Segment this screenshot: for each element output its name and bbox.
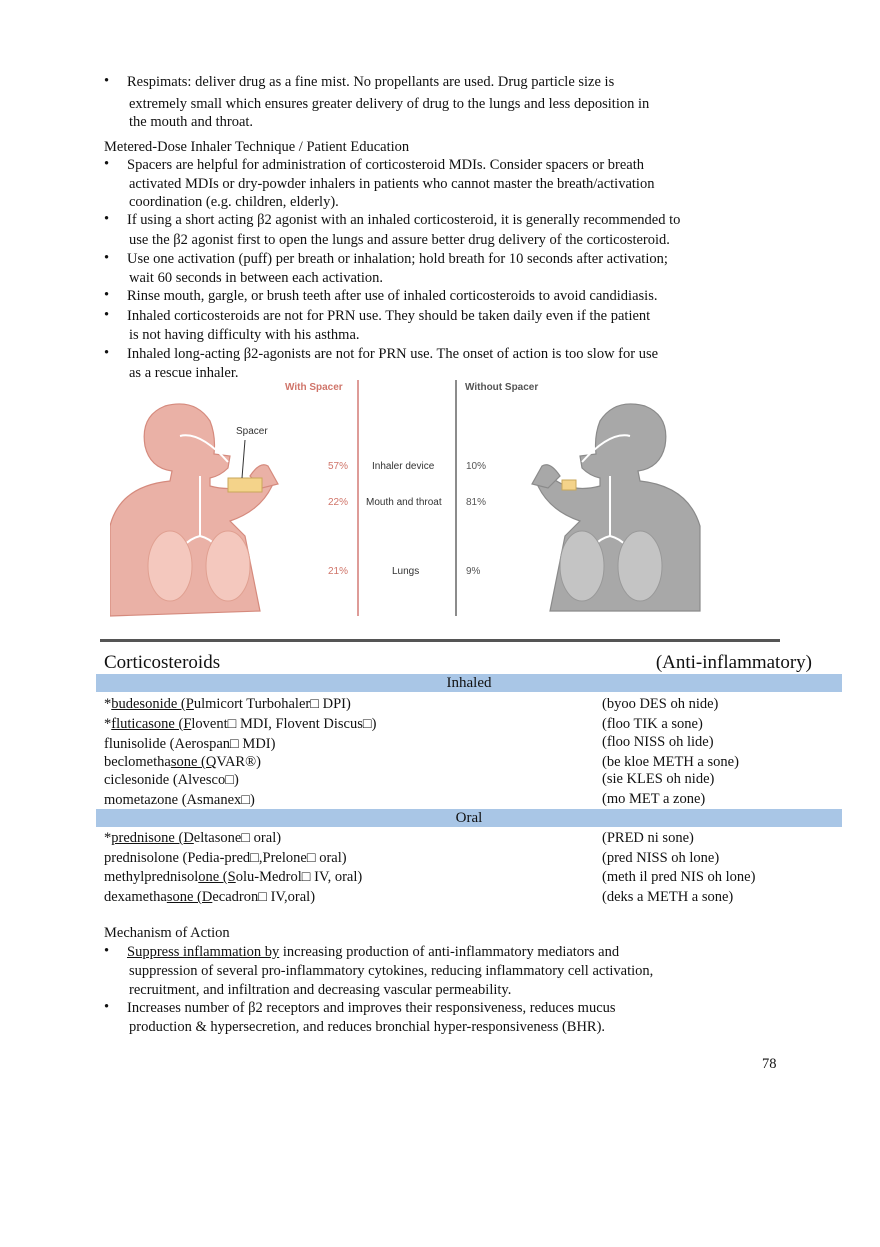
drug-row-fluticasone: [104, 715, 376, 733]
bullet-marker: •: [104, 943, 110, 959]
pron-budesonide: (byoo DES oh nide): [602, 696, 719, 712]
pron-methylprednisolone: (meth il pred NIS oh lone): [602, 869, 756, 885]
mdi-bullet-4-line-1: Rinse mouth, gargle, or brush teeth after use of inhaled corticosteroids to avoid candidiasis.: [127, 288, 658, 304]
oral-band: Oral: [96, 809, 842, 827]
drug-prefix: methylprednisol: [104, 869, 199, 885]
drug-underlined: prednisone (D: [111, 830, 194, 846]
mdi-bullet-2-line-2: use the β2 agonist first to open the lungs and assure better drug delivery of the corticosteroid.: [129, 232, 670, 248]
mouth-with-pct: 22%: [328, 497, 349, 508]
mdi-bullet-6-line-1: Inhaled long-acting β2-agonists are not for PRN use. The onset of action is too slow for use: [127, 346, 659, 362]
drug-rest: VAR®): [216, 754, 261, 770]
spacer-device: [228, 478, 262, 492]
with-spacer-header: With Spacer: [285, 382, 343, 393]
corticosteroids-title: Corticosteroids: [104, 652, 221, 673]
mdi-bullet-5-line-1: Inhaled corticosteroids are not for PRN use. They should be taken daily even if the patient: [127, 308, 651, 324]
mdi-bullet-5-line-2: is not having difficulty with his asthma.: [129, 327, 360, 343]
drug-row-ciclesonide: ciclesonide (Alvesco□): [104, 772, 239, 788]
mdi-bullet-1-line-2: activated MDIs or dry-powder inhalers in patients who cannot master the breath/activation: [129, 176, 655, 192]
drug-rest: ulmicort Turbohaler□ DPI): [193, 696, 351, 712]
mdi-bullet-3-line-1: Use one activation (puff) per breath or inhalation; hold breath for 10 seconds after activation;: [127, 251, 668, 267]
without-spacer-header: Without Spacer: [465, 382, 539, 393]
drug-prefix: *: [104, 830, 112, 846]
drug-prefix: *: [104, 696, 112, 712]
bullet-marker: •: [104, 211, 110, 227]
respimat-line-1: Respimats: deliver drug as a fine mist. No propellants are used. Drug particle size is: [127, 74, 615, 90]
bullet-marker: •: [104, 156, 110, 172]
mouth-throat-label: Mouth and throat: [366, 497, 442, 508]
drug-row-dexamethasone: [104, 888, 315, 906]
drug-underlined: one (S: [198, 869, 236, 885]
drug-row-prednisolone: prednisolone (Pedia-pred□,Prelone□ oral): [104, 850, 347, 866]
pron-ciclesonide: (sie KLES oh nide): [602, 771, 715, 787]
spacer-figure: [110, 376, 710, 618]
drug-prefix: dexametha: [104, 889, 167, 905]
drug-row-mometazone: mometazone (Asmanex□): [104, 792, 255, 808]
pron-prednisolone: (pred NISS oh lone): [602, 850, 720, 866]
drug-underlined: sone (D: [166, 889, 213, 905]
drug-underlined: fluticasone (F: [111, 716, 192, 732]
moa-bullet-1-line-3: recruitment, and infiltration and decreasing vascular permeability.: [129, 982, 512, 998]
drug-row-methylprednisolone: [104, 868, 362, 886]
moa-bullet-1-line-2: suppression of several pro-inflammatory cytokines, reducing inflammatory cell activation,: [129, 963, 654, 979]
without-spacer-figure: [532, 404, 700, 611]
drug-row-flunisolide: flunisolide (Aerospan□ MDI): [104, 736, 276, 752]
respimat-line-2: extremely small which ensures greater delivery of drug to the lungs and less deposition in: [129, 96, 650, 112]
pron-beclomethasone: (be kloe METH a sone): [602, 754, 739, 770]
section-divider: [100, 639, 780, 642]
bullet-marker: •: [104, 345, 110, 361]
bullet-marker: •: [104, 250, 110, 266]
respimat-line-3: the mouth and throat.: [129, 114, 254, 130]
bullet-marker: •: [104, 999, 110, 1015]
pron-fluticasone: (floo TIK a sone): [602, 716, 703, 732]
drug-underlined: budesonide (P: [111, 696, 194, 712]
pron-prednisone: (PRED ni sone): [602, 830, 694, 846]
drug-row-beclomethasone: [104, 753, 261, 771]
drug-row-prednisone: [104, 829, 281, 847]
inhaler-without-pct: 10%: [466, 461, 487, 472]
drug-rest: lovent□ MDI, Flovent Discus□): [191, 716, 377, 732]
inhaler-device-label: Inhaler device: [372, 461, 435, 472]
mdi-bullet-1-line-3: coordination (e.g. children, elderly).: [129, 194, 339, 210]
mdi-bullet-2-line-1: If using a short acting β2 agonist with an inhaled corticosteroid, it is generally recommended to: [127, 212, 681, 228]
drug-rest: olu-Medrol□ IV, oral): [235, 869, 363, 885]
mdi-bullet-3-line-2: wait 60 seconds in between each activation.: [129, 270, 384, 286]
lungs-without-pct: 9%: [466, 566, 481, 577]
mouth-without-pct: 81%: [466, 497, 487, 508]
moa-bullet-2-line-2: production & hypersecretion, and reduces bronchial hyper-responsiveness (BHR).: [129, 1019, 606, 1035]
inhaler-with-pct: 57%: [328, 461, 349, 472]
page-number: 78: [762, 1056, 777, 1072]
bullet-marker: •: [104, 287, 110, 303]
moa-bullet-2-line-1: Increases number of β2 receptors and improves their responsiveness, reduces mucus: [127, 1000, 616, 1016]
pron-mometazone: (mo MET a zone): [602, 791, 706, 807]
inhaler-device: [562, 480, 576, 490]
lungs-with-pct: 21%: [328, 566, 349, 577]
mdi-section-title: Metered-Dose Inhaler Technique / Patient Education: [104, 139, 410, 155]
moa-rest: increasing production of anti-inflammatory mediators and: [279, 944, 620, 960]
drug-prefix: *: [104, 716, 112, 732]
pron-flunisolide: (floo NISS oh lide): [602, 734, 714, 750]
lungs-label: Lungs: [392, 566, 420, 577]
spacer-label: Spacer: [236, 426, 268, 437]
mdi-bullet-6-line-2: as a rescue inhaler.: [129, 365, 239, 381]
drug-row-budesonide: [104, 695, 351, 713]
bullet-marker: •: [104, 73, 110, 89]
inhaled-band: Inhaled: [96, 674, 842, 692]
corticosteroids-subtitle: (Anti-inflammatory): [655, 652, 812, 673]
drug-rest: ecadron□ IV,oral): [212, 889, 316, 905]
moa-underlined: Suppress inflammation by: [127, 944, 280, 960]
drug-prefix: beclometha: [104, 754, 171, 770]
pron-dexamethasone: (deks a METH a sone): [602, 889, 734, 905]
moa-title: Mechanism of Action: [104, 925, 230, 941]
bullet-marker: •: [104, 307, 110, 323]
drug-underlined: sone (Q: [170, 754, 217, 770]
moa-bullet-1-line-1: [127, 943, 619, 961]
drug-rest: eltasone□ oral): [193, 830, 282, 846]
mdi-bullet-1-line-1: Spacers are helpful for administration of corticosteroid MDIs. Consider spacers or breath: [127, 157, 645, 173]
